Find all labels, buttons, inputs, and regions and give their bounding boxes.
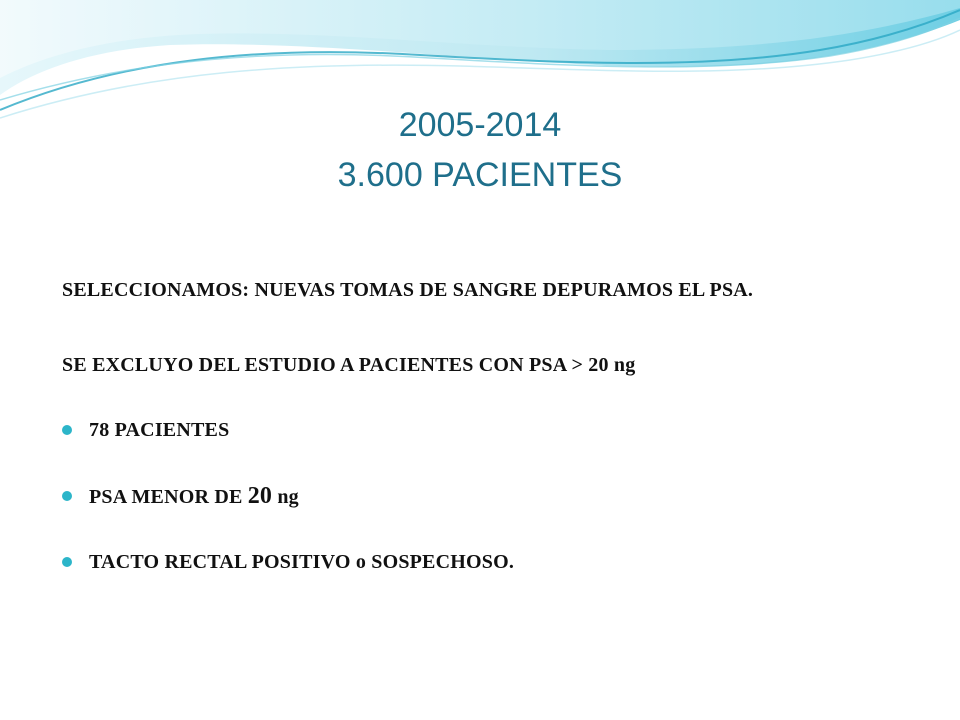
bullet-list <box>62 415 902 577</box>
title-date-range: 2005-2014 <box>398 106 562 144</box>
title-patient-count: 3.600 PACIENTES <box>337 156 623 194</box>
bullet-item-rectal-exam <box>62 547 902 577</box>
bullet-dot-icon <box>62 557 72 567</box>
bullet-text-prefix: PSA MENOR DE <box>89 486 248 508</box>
bullet-item-patients <box>62 415 902 445</box>
bullet-text: TACTO RECTAL POSITIVO o SOSPECHOSO. <box>89 551 515 573</box>
bullet-text-unit: ng <box>272 486 299 508</box>
bullet-dot-icon <box>62 425 72 435</box>
bullet-dot-icon <box>62 491 72 501</box>
bullet-item-psa <box>62 481 902 511</box>
slide-body <box>62 270 902 577</box>
paragraph-exclusion: SE EXCLUYO DEL ESTUDIO A PACIENTES CON PSA > 20 ng <box>62 354 636 376</box>
paragraph-selection: SELECCIONAMOS: NUEVAS TOMAS DE SANGRE DEPURAMOS EL PSA. <box>62 279 754 301</box>
bullet-text-value: 20 <box>247 483 273 509</box>
slide-title <box>0 100 960 200</box>
bullet-text: 78 PACIENTES <box>89 419 230 441</box>
